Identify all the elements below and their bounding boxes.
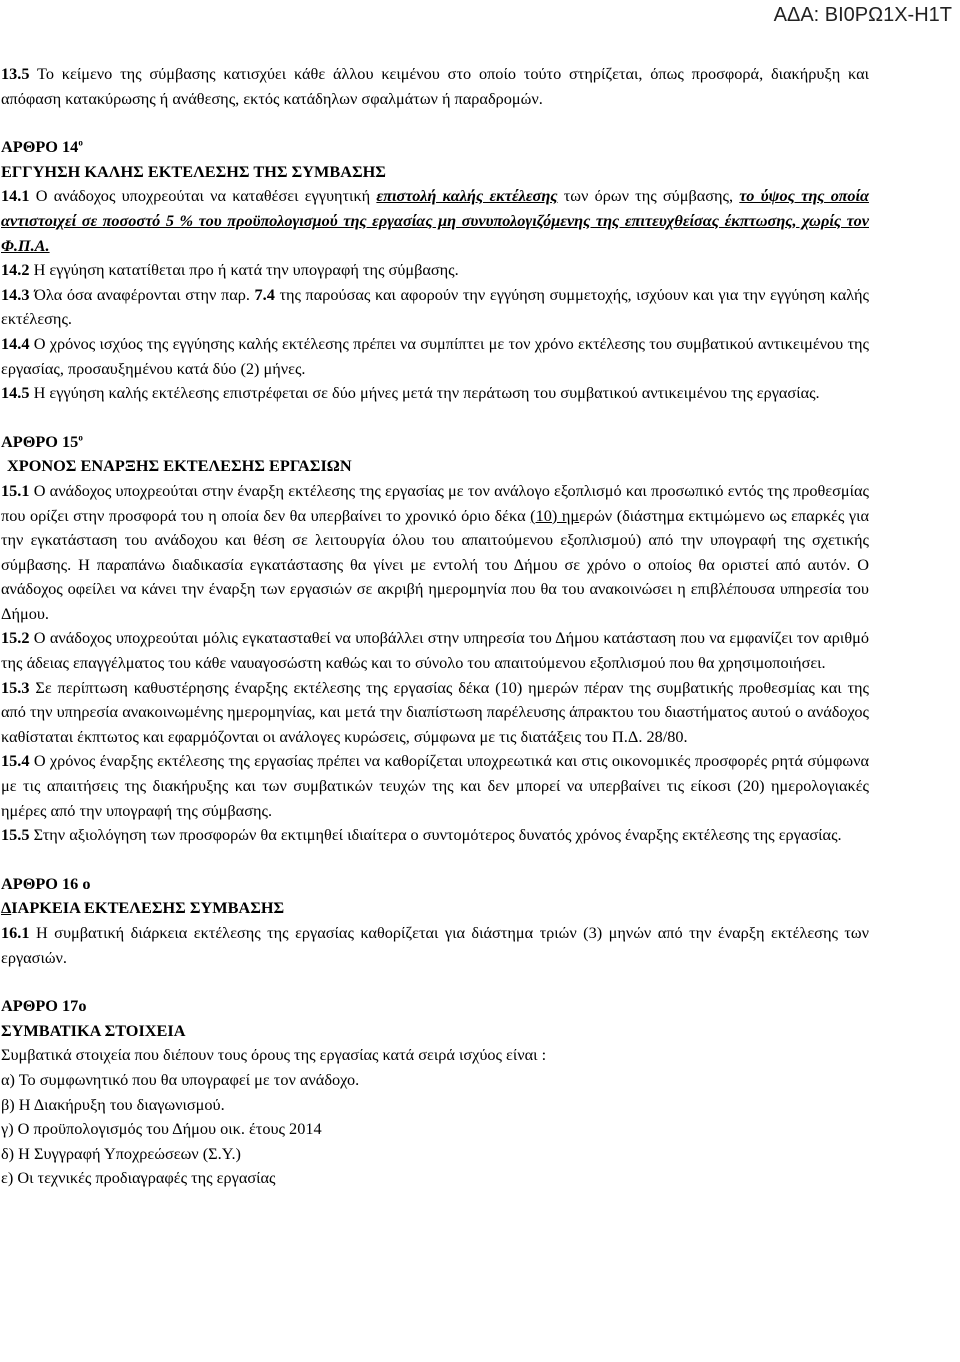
paragraph-14-2	[1, 258, 869, 283]
paragraph-15-4	[1, 749, 869, 823]
paragraph-text: Ο ανάδοχος υποχρεούται μόλις εγκατασταθεί να υποβάλλει στην υπηρεσία του Δήμου κατάσταση που να εμφανίζει τον αριθμό της άδειας επαγγέλματος του κάθε ναυαγοσώστη καθώς και το σύνολο του απαιτούμενου εξοπλισμού που θα χρησιμοποιήσει.	[1, 628, 869, 673]
article-17-subtitle: ΣΥΜΒΑΤΙΚΑ ΣΤΟΙΧΕΙΑ	[1, 1020, 186, 1040]
paragraph-text: Σε περίπτωση καθυστέρησης έναρξης εκτέλεσης της εργασίας δέκα (10) ημερών πέραν της συμβατικής προθεσμίας και της από την υπηρεσία ανακοινωμένης ημερομηνίας, και μετά την διαπίστωση παρέλευσης άπρακτου του διαστήματος αυτού ο ανάδοχος καθίσταται έκπτωτος και εφαρμόζονται οι ανάλογες κυρώσεις, σύμφωνα με τις διατάξεις του Π.Δ. 28/80.	[1, 677, 869, 746]
article-14-subtitle: ΕΓΓΥΗΣΗ ΚΑΛΗΣ ΕΚΤΕΛΕΣΗΣ ΤΗΣ ΣΥΜΒΑΣΗΣ	[1, 161, 386, 181]
paragraph-text: Ο χρόνος ισχύος της εγγύησης καλής εκτέλεσης πρέπει να συμπίπτει με τον χρόνο εκτέλεσης του συμβατικού αντικειμένου της εργασίας, προσαυξημένου κατά δύο (2) μήνες.	[1, 333, 869, 378]
paragraph-text: Όλα όσα αναφέρονται στην παρ.	[29, 284, 255, 304]
list-item: β) Η Διακήρυξη του διαγωνισμού.	[1, 1094, 225, 1114]
paragraph-16-1	[1, 921, 869, 970]
paragraph-text: Στην αξιολόγηση των προσφορών θα εκτιμηθεί ιδιαίτερα ο συντομότερος δυνατός χρόνος έναρξης εκτέλεσης της εργασίας.	[29, 825, 842, 845]
document-body	[0, 62, 869, 1191]
article-16-title: ΑΡΘΡΟ 16 ο	[1, 873, 91, 893]
paragraph-text: Η συμβατική διάρκεια εκτέλεσης της εργασίας καθορίζεται για διάστημα τριών (3) μηνών από την έναρξη εκτέλεσης των εργασιών.	[1, 923, 869, 967]
paragraph-text: Ο ανάδοχος υποχρεούται να καταθέσει εγγυητική	[29, 186, 377, 206]
list-item: ε) Οι τεχνικές προδιαγραφές της εργασίας	[1, 1168, 276, 1188]
paragraph-13-5	[1, 62, 869, 111]
paragraph-number: 15.4	[1, 751, 30, 771]
paragraph-text: των όρων της σύμβασης,	[557, 186, 740, 206]
emphasis-text: το ύψος της οποία αντιστοιχεί σε ποσοστό 5 % του προϋπολογισμού της εργασίας μη συνυπολογιζόμενης της επιτευχθείσας έκπτωσης, χωρίς τον Φ.Π.Α.	[1, 186, 869, 255]
paragraph-15-1	[1, 479, 869, 627]
ada-code: ΑΔΑ: ΒΙ0ΡΩ1Χ-Η1Τ	[773, 4, 952, 26]
paragraph-15-2	[1, 626, 869, 675]
paragraph-14-1	[1, 184, 869, 258]
article-16-subtitle	[1, 896, 869, 921]
paragraph-14-3	[1, 283, 869, 332]
list-item: γ) Ο προϋπολογισμός του Δήμου οικ. έτους 2014	[1, 1119, 322, 1139]
paragraph-15-3	[1, 676, 869, 750]
paragraph-number: 15.3	[1, 677, 30, 697]
ordinal-superscript: ο	[78, 432, 83, 443]
article-title-text: ΑΡΘΡΟ 14	[1, 137, 79, 157]
article-title-text: ΑΡΘΡΟ 15	[1, 431, 79, 451]
paragraph-number: 16.1	[1, 923, 30, 942]
paragraph-number: 13.5	[1, 64, 30, 83]
article-17-intro: Συμβατικά στοιχεία που διέπουν τους όρους της εργασίας κατά σειρά ισχύος είναι :	[1, 1045, 547, 1065]
paragraph-text: ερών (διάστημα εκτιμώμενο ως επαρκές για την εγκατάσταση του ανάδοχου και θέση σε λειτουργία όλου του απαιτούμενου εξοπλισμού) από την υπογραφή της σχετικής σύμβασης. Η παραπάνω διαδικασία εγκατάστασης θα γίνει με εντολή του Δήμου σε χρόνο ο οποίος θα οριστεί από αυτόν. Ο ανάδοχος οφείλει να κάνει την έναρξη των εργασιών σε ακριβή ημερομηνία που θα του ανακοινώσει η επιβλέπουσα υπηρεσία του Δήμου.	[1, 505, 869, 623]
paragraph-text: Η εγγύηση καλής εκτέλεσης επιστρέφεται σε δύο μήνες μετά την περάτωση του συμβατικού αντικειμένου της εργασίας.	[29, 383, 820, 403]
paragraph-text: της παρούσας και αφορούν την εγγύηση συμμετοχής, ισχύουν και για την εγγύηση καλής εκτέλεσης.	[1, 284, 869, 329]
article-15-title	[1, 430, 869, 455]
paragraph-number: 15.2	[1, 628, 30, 648]
paragraph-number: 14.3	[1, 284, 30, 304]
paragraph-number: 14.1	[1, 186, 30, 206]
list-item: δ) Η Συγγραφή Υποχρεώσεων (Σ.Υ.)	[1, 1143, 241, 1163]
paragraph-text: Το κείμενο της σύμβασης κατισχύει κάθε άλλου κειμένου στο οποίο τούτο στηρίζεται, όπως προσφορά, διακήρυξη και απόφαση κατακύρωσης ή ανάθεσης, εκτός κατάδηλων σφαλμάτων ή παραδρομών.	[1, 64, 869, 108]
underlined-text: Δ	[1, 898, 12, 918]
ordinal-superscript: ο	[78, 137, 83, 148]
paragraph-number: 14.5	[1, 383, 30, 403]
emphasis-text: επιστολή καλής εκτέλεσης	[376, 186, 558, 206]
paragraph-number: 14.4	[1, 333, 30, 353]
paragraph-text: Ο ανάδοχος υποχρεούται στην έναρξη εκτέλεσης της εργασίας με τον ανάλογο εξοπλισμό και προσωπικό εντός της προθεσμίας που ορίζει στην προσφορά του η οποία δεν θα υπερβαίνει το χρονικό όριο δέκα	[1, 480, 869, 525]
paragraph-14-4	[1, 332, 869, 381]
paragraph-text: Η εγγύηση κατατίθεται προ ή κατά την υπογραφή της σύμβασης.	[29, 260, 459, 280]
underlined-text: (10) ημ	[530, 505, 580, 525]
article-14-title	[1, 135, 869, 160]
paragraph-reference: 7.4	[254, 284, 275, 304]
paragraph-15-5	[1, 823, 869, 848]
list-item: α) Το συμφωνητικό που θα υπογραφεί με τον ανάδοχο.	[1, 1069, 360, 1089]
subtitle-text: ΙΑΡΚΕΙΑ ΕΚΤΕΛΕΣΗΣ ΣΥΜΒΑΣΗΣ	[11, 898, 285, 918]
article-15-subtitle: ΧΡΟΝΟΣ ΕΝΑΡΞΗΣ ΕΚΤΕΛΕΣΗΣ ΕΡΓΑΣΙΩΝ	[7, 456, 352, 476]
paragraph-number: 15.1	[1, 480, 30, 500]
paragraph-14-5	[1, 381, 869, 406]
paragraph-number: 14.2	[1, 260, 30, 280]
paragraph-text: Ο χρόνος έναρξης εκτέλεσης της εργασίας πρέπει να καθορίζεται υποχρεωτικά και στις οικονομικές προσφορές ρητά σύμφωνα με τις απαιτήσεις της διακήρυξης και των συμβατικών τευχών της και δεν μπορεί να υπερβαίνει τις είκοσι (20) ημερολογιακές ημέρες από την υπογραφή της σύμβασης.	[1, 751, 869, 820]
article-17-title: ΑΡΘΡΟ 17ο	[1, 996, 87, 1016]
paragraph-number: 15.5	[1, 825, 30, 845]
